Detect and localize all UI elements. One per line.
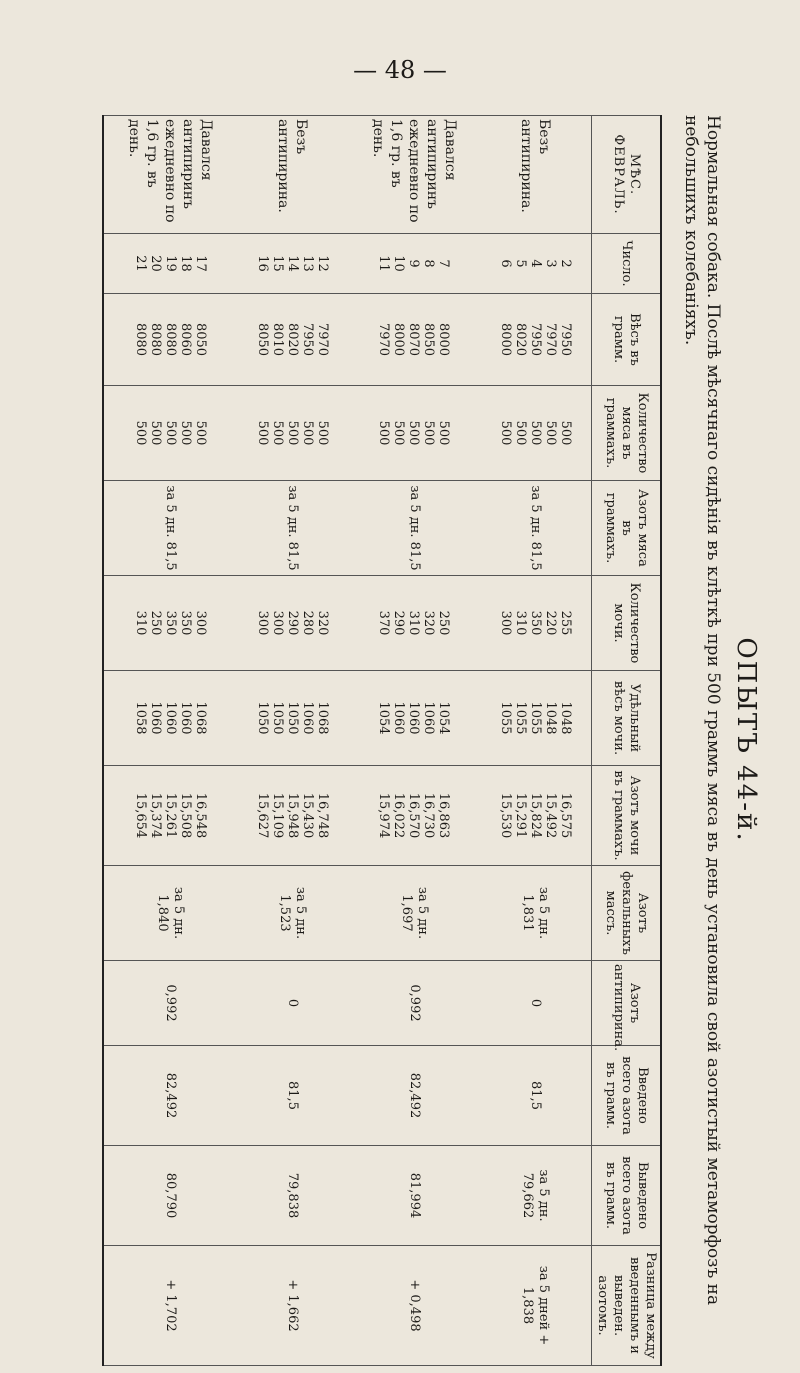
cell-value: 500 <box>132 420 148 446</box>
table-row <box>237 116 348 1366</box>
cell-value: 1055 <box>512 701 528 735</box>
cell-value: 16,575 <box>557 792 573 839</box>
antipyrine-n-cell: 0,992 <box>103 961 237 1046</box>
cell-value: 1060 <box>162 701 178 735</box>
urine-cell <box>237 576 348 671</box>
cell-value: 8000 <box>436 322 452 357</box>
days-cell <box>237 234 348 294</box>
cell-value: 7950 <box>299 322 315 357</box>
meat-n-cell: за 5 дн. 81,5 <box>480 481 592 576</box>
urine-n-cell <box>103 766 237 866</box>
col-total-in-header: Введено всего азота въ грамм. <box>592 1046 662 1146</box>
cell-value: 500 <box>299 420 315 446</box>
cell-value: 7970 <box>542 322 558 357</box>
antipyrine-n-cell: 0 <box>237 961 348 1046</box>
cell-value: 3 <box>542 259 558 268</box>
diff-cell: за 5 дней + 1,838 <box>480 1246 592 1366</box>
meat-cell <box>480 386 592 481</box>
cell-value: 16,570 <box>406 792 422 839</box>
cell-value: 18 <box>177 255 193 272</box>
meat-cell <box>103 386 237 481</box>
cell-value: 1048 <box>557 701 573 735</box>
meat-cell <box>348 386 480 481</box>
cell-value: 17 <box>192 255 208 272</box>
cell-value: 15,824 <box>527 792 543 839</box>
col-diff-header: Разница между введеннымъ и выведен. азотомъ. <box>592 1246 662 1366</box>
cell-value: 8050 <box>254 322 270 357</box>
cell-value: 1050 <box>269 701 285 735</box>
weights-cell <box>103 294 237 386</box>
total-out-cell: 79,838 <box>237 1146 348 1246</box>
cell-value: 7950 <box>527 322 543 357</box>
urine-n-cell <box>348 766 480 866</box>
cell-value: 21 <box>132 255 148 272</box>
spgr-cell <box>348 671 480 766</box>
cell-value: 13 <box>299 255 315 272</box>
cell-value: 250 <box>147 610 163 636</box>
table-row <box>348 116 480 1366</box>
cell-value: 1060 <box>177 701 193 735</box>
cell-value: 310 <box>132 610 148 636</box>
table-row <box>480 116 592 1366</box>
urine-cell <box>348 576 480 671</box>
weights-cell <box>480 294 592 386</box>
days-cell <box>480 234 592 294</box>
cell-value: 15,374 <box>147 792 163 839</box>
col-weight-header: Вѣсъ въ грамм. <box>592 294 662 386</box>
cell-value: 1048 <box>542 701 558 735</box>
urine-cell <box>103 576 237 671</box>
col-fecal-n-header: Азотъ фекальныхъ массъ. <box>592 866 662 961</box>
meat-n-cell: за 5 дн. 81,5 <box>348 481 480 576</box>
cell-value: 1054 <box>376 701 392 735</box>
cell-value: 12 <box>314 255 330 272</box>
cell-value: 280 <box>299 610 315 636</box>
cell-value: 15,109 <box>269 792 285 839</box>
cell-value: 15,530 <box>497 792 513 839</box>
cell-value: 500 <box>269 420 285 446</box>
total-out-cell: 81,994 <box>348 1146 480 1246</box>
cell-value: 16,863 <box>436 792 452 839</box>
month-header: МѢС. ФЕВРАЛЬ. <box>592 116 662 234</box>
cell-value: 1055 <box>527 701 543 735</box>
cell-value: 16,730 <box>421 792 437 839</box>
experiment-description: Нормальная собака. Послѣ мѣсячнаго сидѣнія въ клѣткѣ при 500 граммъ мяса въ день установила свой азотистый метаморфозъ на небольшихъ колебаніяхъ. <box>681 115 723 1306</box>
page-number: — 48 — <box>353 56 447 84</box>
cell-value: 8020 <box>512 322 528 357</box>
cell-value: 500 <box>527 420 543 446</box>
urine-cell <box>480 576 592 671</box>
meat-cell <box>237 386 348 481</box>
group-label: Безъ антипирина. <box>480 116 592 234</box>
group-label: Безъ антипирина. <box>237 116 348 234</box>
cell-value: 15,261 <box>162 792 178 839</box>
cell-value: 8070 <box>406 322 422 357</box>
weights-cell <box>237 294 348 386</box>
data-table <box>102 115 662 1366</box>
cell-value: 500 <box>147 420 163 446</box>
cell-value: 1060 <box>391 701 407 735</box>
cell-value: 500 <box>557 420 573 446</box>
cell-value: 16,548 <box>192 792 208 839</box>
cell-value: 15,430 <box>299 792 315 839</box>
col-total-out-header: Выведено всего азота въ грамм. <box>592 1146 662 1246</box>
cell-value: 6 <box>497 259 513 268</box>
diff-cell: + 1,662 <box>237 1246 348 1366</box>
cell-value: 500 <box>254 420 270 446</box>
cell-value: 1050 <box>254 701 270 735</box>
col-urine-header: Количество мочи. <box>592 576 662 671</box>
cell-value: 1055 <box>497 701 513 735</box>
cell-value: 15,654 <box>132 792 148 839</box>
cell-value: 1060 <box>406 701 422 735</box>
cell-value: 300 <box>192 610 208 636</box>
cell-value: 300 <box>269 610 285 636</box>
group-label: Давался антипиринъ ежедневно по 1,6 гр. въ день. <box>348 116 480 234</box>
cell-value: 19 <box>162 255 178 272</box>
cell-value: 500 <box>421 420 437 446</box>
fecal-n-cell: за 5 дн. 1,831 <box>480 866 592 961</box>
cell-value: 1050 <box>284 701 300 735</box>
cell-value: 500 <box>542 420 558 446</box>
antipyrine-n-cell: 0,992 <box>348 961 480 1046</box>
cell-value: 8080 <box>132 322 148 357</box>
total-in-cell: 81,5 <box>480 1046 592 1146</box>
cell-value: 500 <box>284 420 300 446</box>
cell-value: 2 <box>557 259 573 268</box>
col-meat-header: Количество мяса въ граммахъ. <box>592 386 662 481</box>
cell-value: 14 <box>284 255 300 272</box>
cell-value: 4 <box>527 259 543 268</box>
total-out-cell: 80,790 <box>103 1146 237 1246</box>
cell-value: 290 <box>391 610 407 636</box>
cell-value: 500 <box>497 420 513 446</box>
spgr-cell <box>103 671 237 766</box>
cell-value: 320 <box>314 610 330 636</box>
fecal-n-cell: за 5 дн. 1,523 <box>237 866 348 961</box>
col-meat-n-header: Азотъ мяса въ граммахъ. <box>592 481 662 576</box>
cell-value: 7970 <box>314 322 330 357</box>
col-day-header: Число. <box>592 234 662 294</box>
total-in-cell: 82,492 <box>103 1046 237 1146</box>
cell-value: 8050 <box>192 322 208 357</box>
cell-value: 350 <box>527 610 543 636</box>
cell-value: 320 <box>421 610 437 636</box>
cell-value: 16,022 <box>391 792 407 839</box>
cell-value: 16,748 <box>314 792 330 839</box>
cell-value: 1060 <box>147 701 163 735</box>
cell-value: 1060 <box>299 701 315 735</box>
cell-value: 8000 <box>497 322 513 357</box>
cell-value: 11 <box>376 255 392 272</box>
cell-value: 500 <box>177 420 193 446</box>
cell-value: 500 <box>376 420 392 446</box>
cell-value: 8080 <box>147 322 163 357</box>
table-row <box>103 116 237 1366</box>
cell-value: 220 <box>542 610 558 636</box>
spgr-cell <box>480 671 592 766</box>
cell-value: 1058 <box>132 701 148 735</box>
col-spgr-header: Удѣльный вѣсъ мочи. <box>592 671 662 766</box>
cell-value: 8010 <box>269 322 285 357</box>
header-row <box>592 116 662 1366</box>
cell-value: 7950 <box>557 322 573 357</box>
cell-value: 250 <box>436 610 452 636</box>
cell-value: 1068 <box>314 701 330 735</box>
cell-value: 1060 <box>421 701 437 735</box>
cell-value: 500 <box>314 420 330 446</box>
cell-value: 15,627 <box>254 792 270 839</box>
cell-value: 300 <box>254 610 270 636</box>
cell-value: 16 <box>254 255 270 272</box>
cell-value: 8020 <box>284 322 300 357</box>
cell-value: 15,508 <box>177 792 193 839</box>
cell-value: 255 <box>557 610 573 636</box>
cell-value: 500 <box>512 420 528 446</box>
total-out-cell: за 5 дн. 79,662 <box>480 1146 592 1246</box>
fecal-n-cell: за 5 дн. 1,840 <box>103 866 237 961</box>
col-antipyrine-n-header: Азотъ антипирина. <box>592 961 662 1046</box>
cell-value: 350 <box>162 610 178 636</box>
cell-value: 15,948 <box>284 792 300 839</box>
days-cell <box>348 234 480 294</box>
cell-value: 300 <box>497 610 513 636</box>
cell-value: 500 <box>391 420 407 446</box>
cell-value: 20 <box>147 255 163 272</box>
cell-value: 15,492 <box>542 792 558 839</box>
cell-value: 370 <box>376 610 392 636</box>
cell-value: 8 <box>421 259 437 268</box>
cell-value: 1068 <box>192 701 208 735</box>
meat-n-cell: за 5 дн. 81,5 <box>103 481 237 576</box>
cell-value: 1054 <box>436 701 452 735</box>
cell-value: 7970 <box>376 322 392 357</box>
diff-cell: + 0,498 <box>348 1246 480 1366</box>
urine-n-cell <box>237 766 348 866</box>
cell-value: 310 <box>406 610 422 636</box>
cell-value: 310 <box>512 610 528 636</box>
experiment-title: ОПЫТЪ 44-й. <box>731 637 761 843</box>
cell-value: 350 <box>177 610 193 636</box>
col-urine-n-header: Азотъ мочи въ граммахъ. <box>592 766 662 866</box>
cell-value: 8060 <box>177 322 193 357</box>
total-in-cell: 81,5 <box>237 1046 348 1146</box>
cell-value: 8080 <box>162 322 178 357</box>
cell-value: 15 <box>269 255 285 272</box>
days-cell <box>103 234 237 294</box>
diff-cell: + 1,702 <box>103 1246 237 1366</box>
cell-value: 8000 <box>391 322 407 357</box>
cell-value: 500 <box>436 420 452 446</box>
rotated-page <box>62 115 762 1365</box>
weights-cell <box>348 294 480 386</box>
cell-value: 500 <box>406 420 422 446</box>
cell-value: 290 <box>284 610 300 636</box>
cell-value: 500 <box>192 420 208 446</box>
cell-value: 15,291 <box>512 792 528 839</box>
group-label: Давался антипиринъ ежедневно по 1,6 гр. въ день. <box>103 116 237 234</box>
fecal-n-cell: за 5 дн. 1,697 <box>348 866 480 961</box>
cell-value: 9 <box>406 259 422 268</box>
urine-n-cell <box>480 766 592 866</box>
cell-value: 8050 <box>421 322 437 357</box>
spgr-cell <box>237 671 348 766</box>
cell-value: 10 <box>391 255 407 272</box>
meat-n-cell: за 5 дн. 81,5 <box>237 481 348 576</box>
cell-value: 15,974 <box>376 792 392 839</box>
cell-value: 7 <box>436 259 452 268</box>
total-in-cell: 82,492 <box>348 1046 480 1146</box>
cell-value: 500 <box>162 420 178 446</box>
antipyrine-n-cell: 0 <box>480 961 592 1046</box>
cell-value: 5 <box>512 259 528 268</box>
